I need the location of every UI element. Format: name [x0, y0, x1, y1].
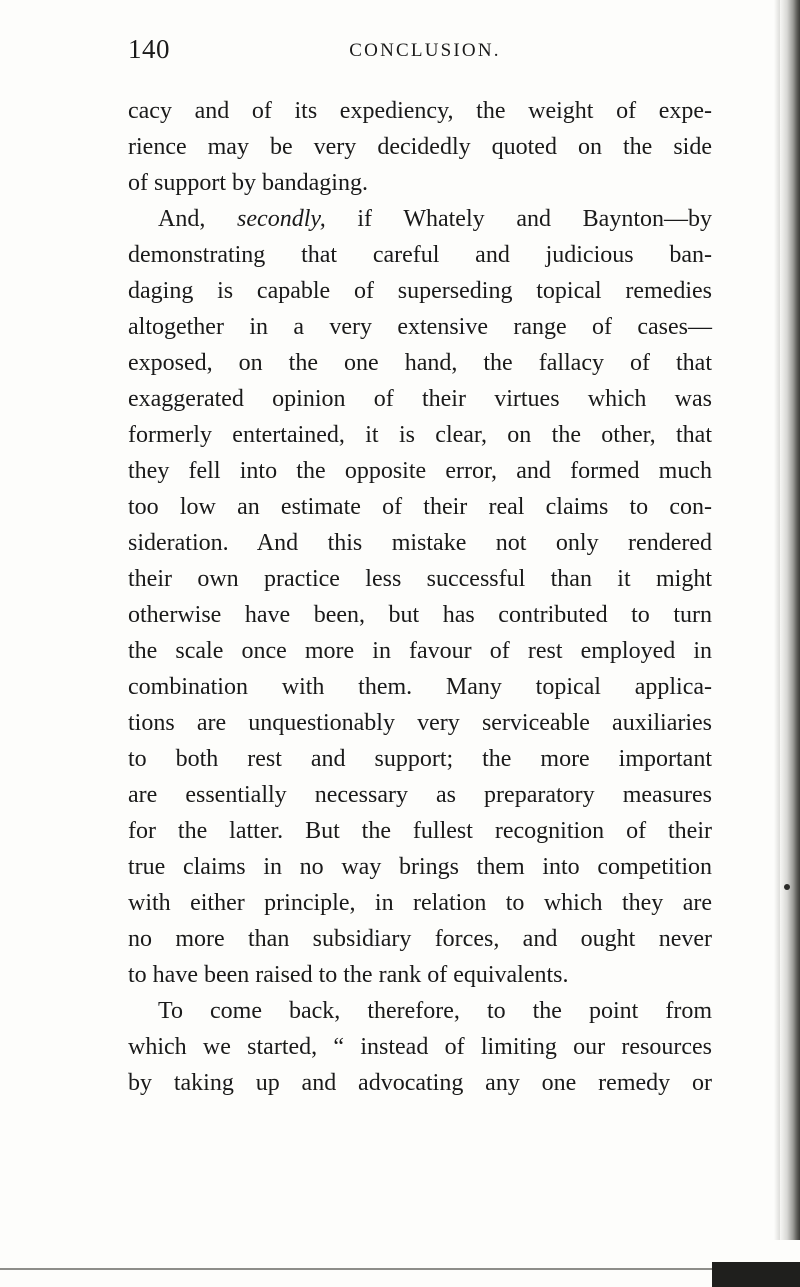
text-line: the scale once more in favour of rest employed in [128, 638, 712, 664]
page-number: 140 [128, 34, 170, 64]
text-line: demonstrating that careful and judicious ban- [128, 242, 712, 268]
body-text [128, 93, 712, 1101]
text-line: daging is capable of superseding topical remedies [128, 278, 712, 304]
text-line-paragraph-start: To come back, therefore, to the point from [158, 998, 712, 1024]
text-line: they fell into the opposite error, and formed much [128, 458, 712, 484]
text-line: otherwise have been, but has contributed to turn [128, 602, 712, 628]
text-line: true claims in no way brings them into competition [128, 854, 712, 880]
page-edge-shadow [780, 0, 800, 1240]
text-fragment: if Whately and Baynton—by [325, 206, 712, 232]
text-line: no more than subsidiary forces, and ought never [128, 926, 712, 952]
text-line: their own practice less successful than it might [128, 566, 712, 592]
text-line: which we started, “ instead of limiting our resources [128, 1034, 712, 1060]
text-line: for the latter. But the fullest recognition of their [128, 818, 712, 844]
text-line: combination with them. Many topical applica- [128, 674, 712, 700]
text-fragment: And, [158, 206, 238, 232]
text-line: by taking up and advocating any one remedy or [128, 1070, 712, 1096]
text-line: of support by bandaging. [128, 170, 368, 196]
text-line: exaggerated opinion of their virtues which was [128, 386, 712, 412]
text-line: tions are unquestionably very serviceable auxiliaries [128, 710, 712, 736]
text-line: to have been raised to the rank of equivalents. [128, 962, 569, 988]
ink-speck [784, 884, 790, 890]
scan-bottom-rule [0, 1268, 712, 1270]
text-line: sideration. And this mistake not only rendered [128, 530, 712, 556]
text-line: are essentially necessary as preparatory measures [128, 782, 712, 808]
italic-text: secondly, [237, 206, 326, 232]
text-line: exposed, on the one hand, the fallacy of that [128, 350, 712, 376]
text-line: formerly entertained, it is clear, on the other, that [128, 422, 712, 448]
text-line-paragraph-start [128, 201, 712, 237]
running-head: CONCLUSION. [349, 40, 501, 61]
text-line: altogether in a very extensive range of cases— [128, 314, 712, 340]
text-line: too low an estimate of their real claims to con- [128, 494, 712, 520]
text-line: with either principle, in relation to which they are [128, 890, 712, 916]
text-line: rience may be very decidedly quoted on the side [128, 134, 712, 160]
text-line: cacy and of its expediency, the weight of expe- [128, 98, 712, 124]
page-header [128, 34, 712, 66]
scan-bottom-edge [712, 1262, 800, 1287]
text-line: to both rest and support; the more important [128, 746, 712, 772]
